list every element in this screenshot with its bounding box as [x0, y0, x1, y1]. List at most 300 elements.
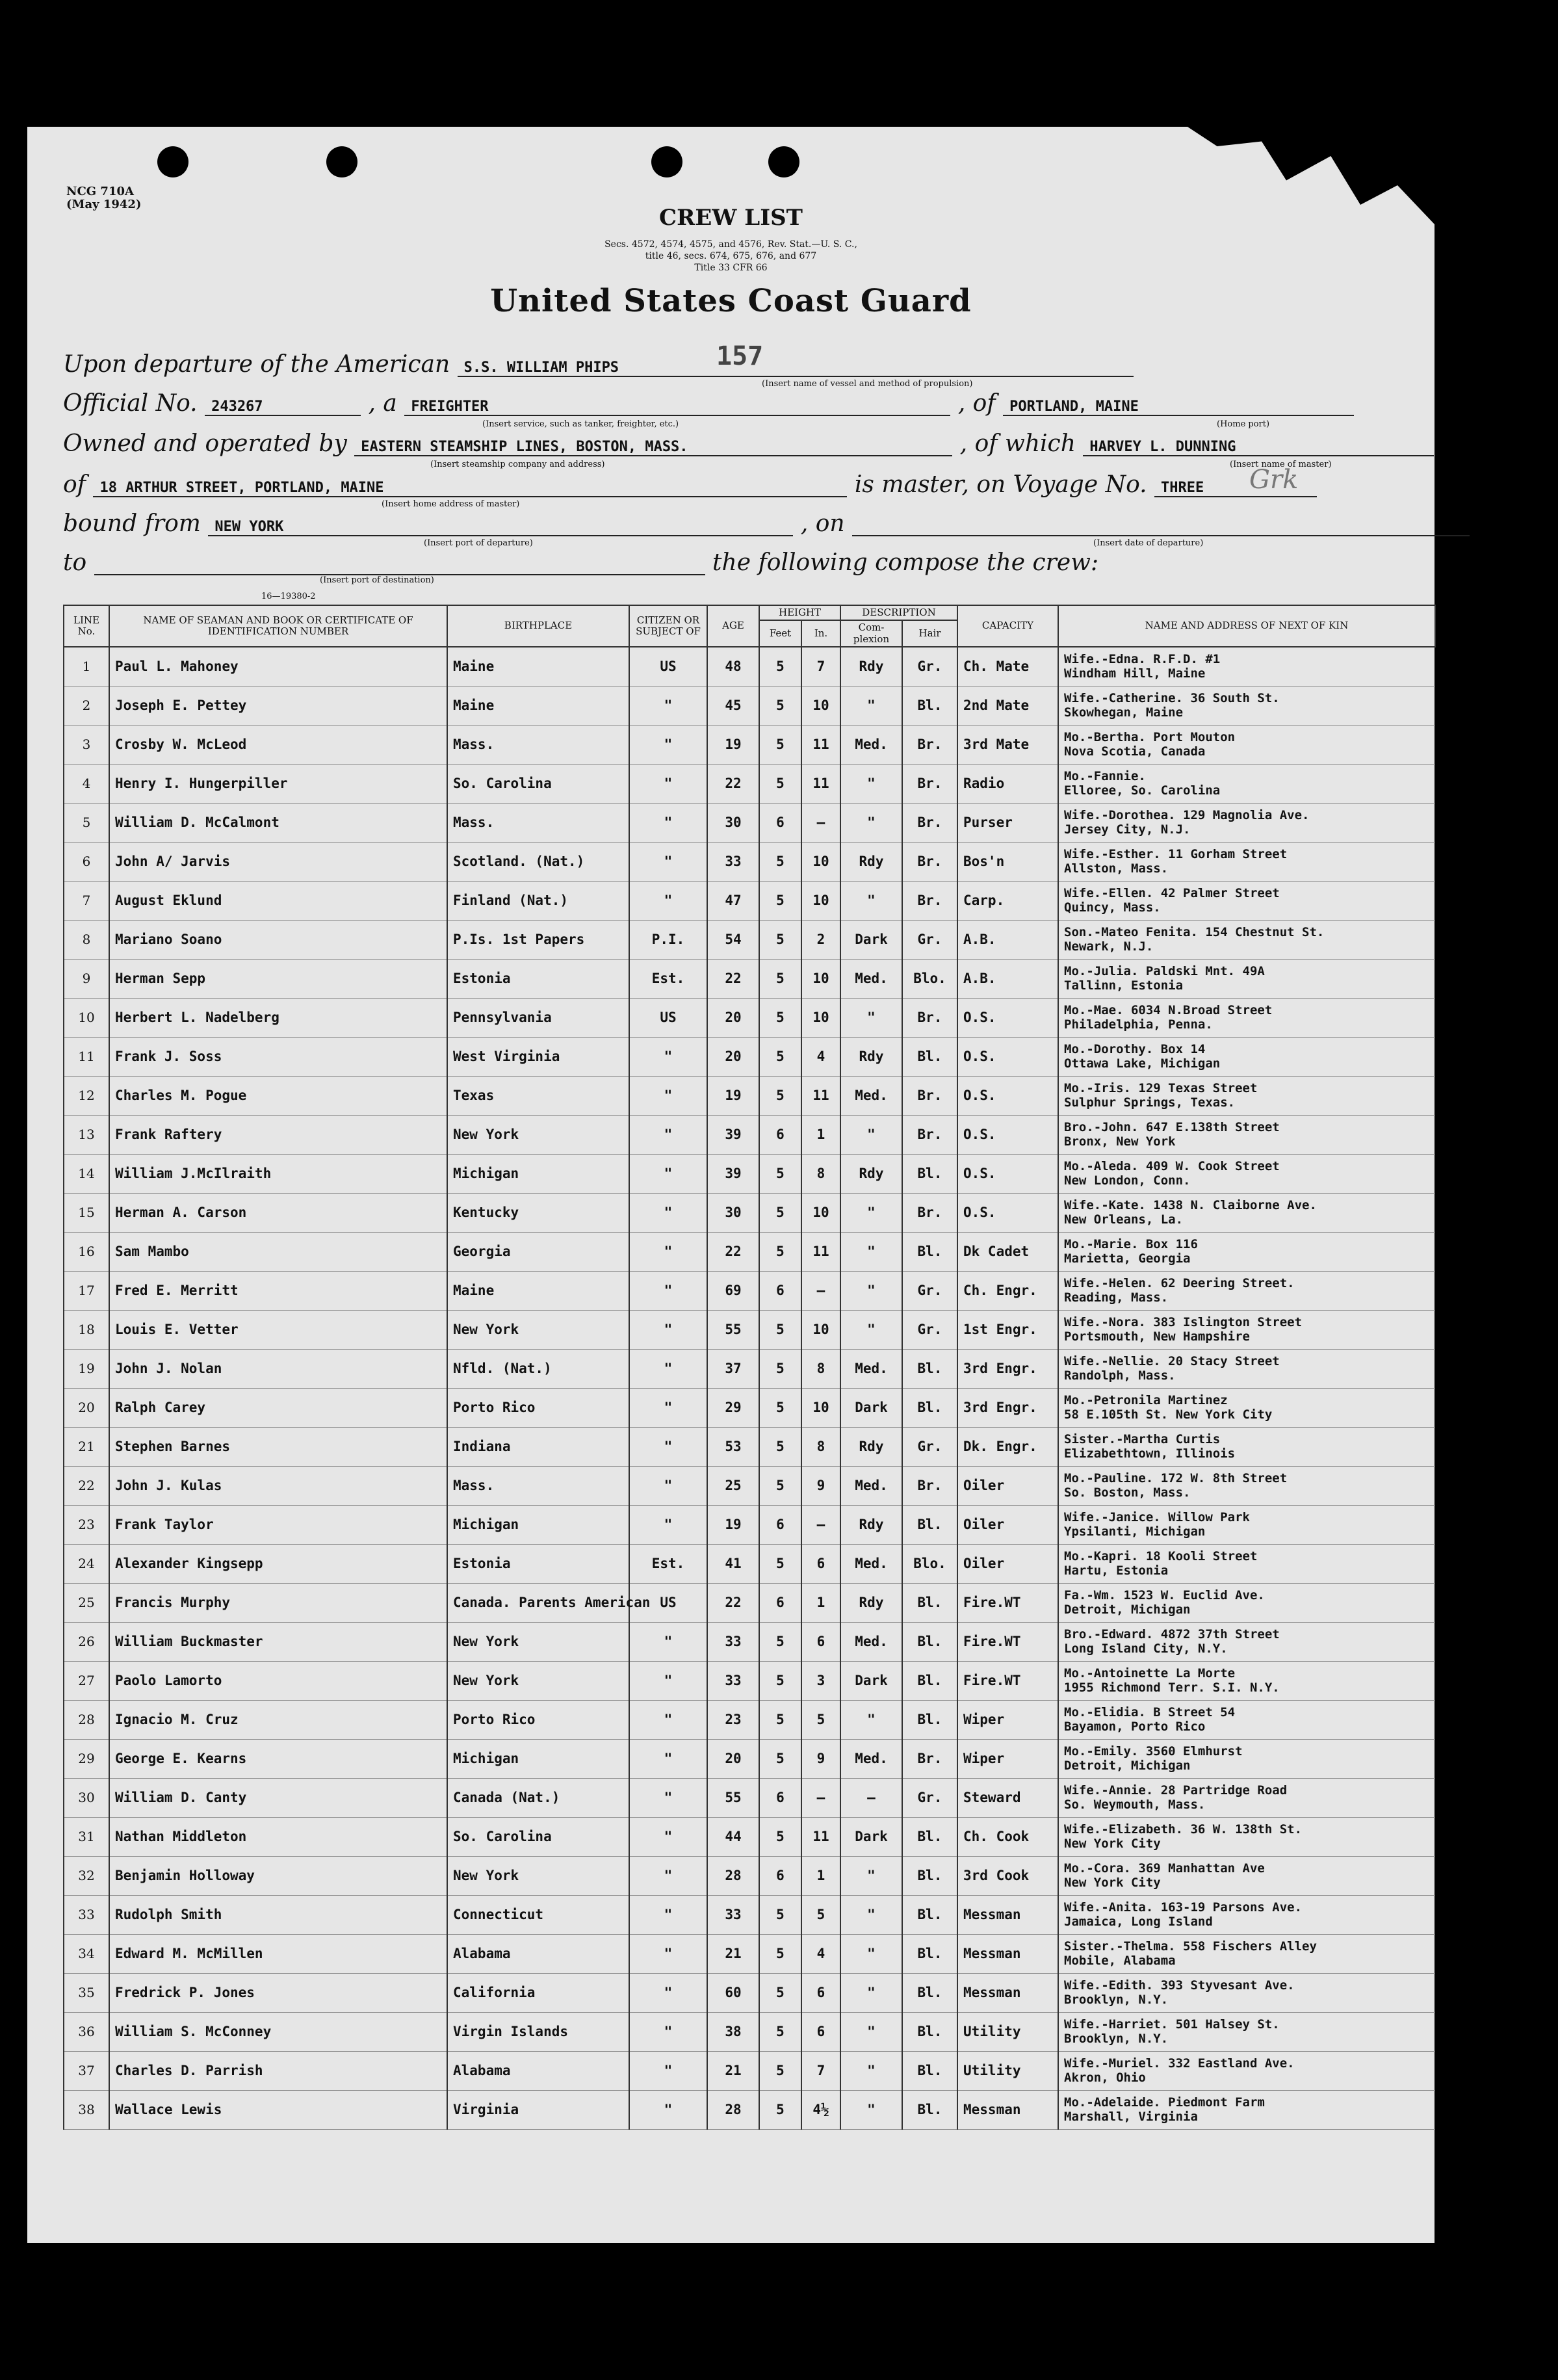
height-feet: 5 [759, 2012, 801, 2051]
citizenship: " [629, 881, 707, 920]
hair: Bl. [902, 1622, 957, 1661]
seaman-name: Crosby W. McLeod [109, 725, 447, 764]
next-of-kin-line: Sister.-Martha Curtis [1064, 1432, 1221, 1447]
height-inches: 8 [801, 1349, 840, 1388]
hair: Bl. [902, 1388, 957, 1427]
table-row [64, 1622, 1435, 1661]
birthplace: Scotland. (Nat.) [447, 842, 629, 881]
stamp-number: 157 [716, 341, 764, 371]
height-inches: 4 [801, 1934, 840, 1973]
table-row [64, 1427, 1435, 1466]
punch-hole [651, 146, 682, 177]
citizenship: " [629, 725, 707, 764]
line-number: 19 [64, 1349, 109, 1388]
official-number-line: Official No. 243267 , a FREIGHTER , of PORTLAND, MAINE [63, 390, 1354, 417]
complexion: Rdy [840, 1505, 902, 1544]
height-inches: 11 [801, 1817, 840, 1856]
seaman-name: William D. Canty [109, 1778, 447, 1817]
next-of-kin [1058, 647, 1435, 687]
height-feet: 6 [759, 803, 801, 842]
age: 29 [707, 1388, 759, 1427]
height-inches: 10 [801, 881, 840, 920]
hair: Gr. [902, 647, 957, 687]
seaman-name: Frank Raftery [109, 1115, 447, 1154]
punch-hole [157, 146, 188, 177]
seaman-name: Mariano Soano [109, 920, 447, 959]
next-of-kin-line: Nova Scotia, Canada [1064, 744, 1206, 759]
birthplace: So. Carolina [447, 1817, 629, 1856]
table-row [64, 1115, 1435, 1154]
table-row [64, 881, 1435, 920]
hair: Br. [902, 1193, 957, 1232]
next-of-kin [1058, 920, 1435, 959]
next-of-kin-line: Wife.-Helen. 62 Deering Street. [1064, 1276, 1295, 1291]
table-row [64, 1388, 1435, 1427]
birthplace: Maine [447, 686, 629, 725]
complexion: Rdy [840, 1583, 902, 1622]
citizenship: US [629, 647, 707, 687]
line-number: 22 [64, 1466, 109, 1505]
line-number: 36 [64, 2012, 109, 2051]
hair: Bl. [902, 2012, 957, 2051]
next-of-kin-line: Elizabethtown, Illinois [1064, 1446, 1236, 1461]
next-of-kin [1058, 1349, 1435, 1388]
next-of-kin [1058, 1817, 1435, 1856]
next-of-kin [1058, 1505, 1435, 1544]
height-inches: 9 [801, 1739, 840, 1778]
col-birthplace: BIRTHPLACE [447, 605, 629, 647]
height-inches: — [801, 803, 840, 842]
height-feet: 5 [759, 998, 801, 1037]
table-row [64, 647, 1435, 687]
age: 21 [707, 1934, 759, 1973]
next-of-kin-line: Brooklyn, N.Y. [1064, 2032, 1169, 2047]
line-number: 37 [64, 2051, 109, 2090]
age: 48 [707, 647, 759, 687]
hair: Br. [902, 1466, 957, 1505]
height-feet: 5 [759, 647, 801, 687]
next-of-kin-line: New London, Conn. [1064, 1173, 1191, 1188]
complexion: " [840, 1934, 902, 1973]
seaman-name: Herman A. Carson [109, 1193, 447, 1232]
col-description: DESCRIPTION [840, 605, 957, 620]
line-number: 33 [64, 1895, 109, 1934]
height-inches: 6 [801, 1622, 840, 1661]
citizenship: " [629, 1076, 707, 1115]
citizenship: " [629, 1778, 707, 1817]
height-inches: 1 [801, 1115, 840, 1154]
next-of-kin-line: Brooklyn, N.Y. [1064, 1993, 1169, 2007]
hair: Bl. [902, 686, 957, 725]
seaman-name: William Buckmaster [109, 1622, 447, 1661]
citizenship: " [629, 1817, 707, 1856]
complexion: Med. [840, 1544, 902, 1583]
capacity: Radio [957, 764, 1058, 803]
seaman-name: William J.McIlraith [109, 1154, 447, 1193]
height-feet: 5 [759, 1466, 801, 1505]
form-number: NCG 710A (May 1942) [66, 185, 142, 211]
seaman-name: Henry I. Hungerpiller [109, 764, 447, 803]
next-of-kin [1058, 725, 1435, 764]
line-number: 11 [64, 1037, 109, 1076]
height-inches: 10 [801, 1388, 840, 1427]
capacity: 3rd Cook [957, 1856, 1058, 1895]
birthplace: Georgia [447, 1232, 629, 1271]
complexion: " [840, 1700, 902, 1739]
birthplace: Mass. [447, 1466, 629, 1505]
height-feet: 5 [759, 920, 801, 959]
birthplace: Mass. [447, 803, 629, 842]
master-address: 18 ARTHUR STREET, PORTLAND, MAINE [93, 480, 847, 497]
birthplace: Virgin Islands [447, 2012, 629, 2051]
next-of-kin-line: Jersey City, N.J. [1064, 822, 1191, 837]
height-feet: 5 [759, 1427, 801, 1466]
table-row [64, 1310, 1435, 1349]
height-feet: 5 [759, 686, 801, 725]
capacity: Purser [957, 803, 1058, 842]
seaman-name: Francis Murphy [109, 1583, 447, 1622]
height-feet: 5 [759, 1700, 801, 1739]
height-feet: 5 [759, 1076, 801, 1115]
citizenship: " [629, 2051, 707, 2090]
line-number: 18 [64, 1310, 109, 1349]
line-number: 3 [64, 725, 109, 764]
citizenship: " [629, 803, 707, 842]
next-of-kin-line: Mo.-Dorothy. Box 14 [1064, 1042, 1206, 1057]
complexion: " [840, 1115, 902, 1154]
capacity: Utility [957, 2012, 1058, 2051]
complexion: " [840, 764, 902, 803]
height-inches: 11 [801, 1076, 840, 1115]
table-row [64, 1505, 1435, 1544]
line-number: 1 [64, 647, 109, 687]
capacity: Messman [957, 2090, 1058, 2129]
height-inches: 6 [801, 2012, 840, 2051]
citizenship: P.I. [629, 920, 707, 959]
hair: Bl. [902, 1583, 957, 1622]
height-inches: 7 [801, 647, 840, 687]
height-feet: 5 [759, 1310, 801, 1349]
citizenship: " [629, 1466, 707, 1505]
table-row [64, 1466, 1435, 1505]
age: 22 [707, 1232, 759, 1271]
capacity: 3rd Mate [957, 725, 1058, 764]
next-of-kin [1058, 1076, 1435, 1115]
hair: Br. [902, 1076, 957, 1115]
line-number: 5 [64, 803, 109, 842]
next-of-kin-line: Mo.-Petronila Martinez [1064, 1393, 1228, 1408]
table-row [64, 1973, 1435, 2012]
next-of-kin-line: Wife.-Edna. R.F.D. #1 [1064, 652, 1221, 667]
next-of-kin-line: Bro.-Edward. 4872 37th Street [1064, 1627, 1280, 1642]
next-of-kin [1058, 1115, 1435, 1154]
next-of-kin-line: Bronx, New York [1064, 1134, 1176, 1149]
next-of-kin-line: Mo.-Julia. Paldski Mnt. 49A [1064, 964, 1265, 979]
complexion: Rdy [840, 842, 902, 881]
next-of-kin-line: Newark, N.J. [1064, 939, 1154, 954]
birthplace: New York [447, 1661, 629, 1700]
next-of-kin-line: Bayamon, Porto Rico [1064, 1720, 1206, 1734]
line-number: 30 [64, 1778, 109, 1817]
next-of-kin-line: Wife.-Anita. 163-19 Parsons Ave. [1064, 1900, 1303, 1915]
hair: Bl. [902, 1700, 957, 1739]
capacity: Ch. Cook [957, 1817, 1058, 1856]
next-of-kin [1058, 1700, 1435, 1739]
line-number: 24 [64, 1544, 109, 1583]
age: 37 [707, 1349, 759, 1388]
next-of-kin [1058, 764, 1435, 803]
port-of-departure: NEW YORK [208, 519, 793, 536]
birthplace: New York [447, 1856, 629, 1895]
capacity: Fire.WT [957, 1583, 1058, 1622]
complexion: " [840, 998, 902, 1037]
height-feet: 5 [759, 1973, 801, 2012]
age: 19 [707, 1505, 759, 1544]
height-inches: 9 [801, 1466, 840, 1505]
height-inches: 10 [801, 998, 840, 1037]
line-number: 15 [64, 1193, 109, 1232]
age: 41 [707, 1544, 759, 1583]
seaman-name: Herbert L. Nadelberg [109, 998, 447, 1037]
punch-hole [768, 146, 799, 177]
citizenship: " [629, 1232, 707, 1271]
next-of-kin-line: Elloree, So. Carolina [1064, 783, 1221, 798]
citizenship: " [629, 1427, 707, 1466]
age: 33 [707, 1622, 759, 1661]
master-name: HARVEY L. DUNNING [1083, 439, 1434, 456]
height-inches: 7 [801, 2051, 840, 2090]
line-number: 28 [64, 1700, 109, 1739]
height-feet: 5 [759, 1934, 801, 1973]
citizenship: " [629, 1388, 707, 1427]
birthplace: Canada. Parents American [447, 1583, 629, 1622]
next-of-kin-line: Detroit, Michigan [1064, 1602, 1191, 1617]
capacity: O.S. [957, 1115, 1058, 1154]
capacity: Messman [957, 1973, 1058, 2012]
citizenship: " [629, 1661, 707, 1700]
age: 22 [707, 1583, 759, 1622]
seaman-name: Charles D. Parrish [109, 2051, 447, 2090]
height-feet: 5 [759, 1544, 801, 1583]
height-inches: 10 [801, 959, 840, 998]
birthplace: Porto Rico [447, 1388, 629, 1427]
capacity: O.S. [957, 1154, 1058, 1193]
next-of-kin [1058, 1466, 1435, 1505]
next-of-kin [1058, 1622, 1435, 1661]
height-feet: 5 [759, 959, 801, 998]
hair: Bl. [902, 1505, 957, 1544]
statute-references: Secs. 4572, 4574, 4575, and 4576, Rev. Stat.—U. S. C., title 46, secs. 674, 675, 676, and 677 Title 33 CFR 66 [604, 239, 857, 274]
age: 33 [707, 842, 759, 881]
age: 22 [707, 959, 759, 998]
age: 53 [707, 1427, 759, 1466]
capacity: Utility [957, 2051, 1058, 2090]
next-of-kin-line: Son.-Mateo Fenita. 154 Chestnut St. [1064, 925, 1325, 940]
seaman-name: Stephen Barnes [109, 1427, 447, 1466]
age: 20 [707, 1739, 759, 1778]
next-of-kin-line: So. Weymouth, Mass. [1064, 1798, 1206, 1812]
birthplace: Porto Rico [447, 1700, 629, 1739]
citizenship: " [629, 1622, 707, 1661]
hair: Br. [902, 803, 957, 842]
hair: Bl. [902, 1154, 957, 1193]
hair: Bl. [902, 1349, 957, 1388]
complexion: Med. [840, 959, 902, 998]
table-row [64, 842, 1435, 881]
age: 20 [707, 1037, 759, 1076]
line-number: 26 [64, 1622, 109, 1661]
capacity: O.S. [957, 1037, 1058, 1076]
next-of-kin-line: Marshall, Virginia [1064, 2110, 1198, 2125]
age: 55 [707, 1310, 759, 1349]
line-number: 29 [64, 1739, 109, 1778]
line-number: 16 [64, 1232, 109, 1271]
table-row [64, 2051, 1435, 2090]
next-of-kin [1058, 1154, 1435, 1193]
departure-line: Upon departure of the American S.S. WILLIAM PHIPS [63, 351, 1134, 378]
line-number: 21 [64, 1427, 109, 1466]
height-inches: — [801, 1505, 840, 1544]
height-inches: 10 [801, 1310, 840, 1349]
table-row [64, 2090, 1435, 2129]
age: 60 [707, 1973, 759, 2012]
capacity: A.B. [957, 959, 1058, 998]
capacity: Dk Cadet [957, 1232, 1058, 1271]
next-of-kin-line: Wife.-Esther. 11 Gorham Street [1064, 847, 1288, 862]
citizenship: US [629, 998, 707, 1037]
next-of-kin-line: Akron, Ohio [1064, 2071, 1146, 2086]
line-number: 17 [64, 1271, 109, 1310]
capacity: Ch. Mate [957, 647, 1058, 687]
hair: Bl. [902, 1232, 957, 1271]
height-feet: 6 [759, 1271, 801, 1310]
complexion: " [840, 1973, 902, 2012]
next-of-kin-line: Mo.-Adelaide. Piedmont Farm [1064, 2095, 1265, 2110]
height-feet: 6 [759, 1115, 801, 1154]
capacity: Oiler [957, 1544, 1058, 1583]
seaman-name: Fred E. Merritt [109, 1271, 447, 1310]
table-row [64, 1661, 1435, 1700]
line-number: 25 [64, 1583, 109, 1622]
hair: Bl. [902, 1817, 957, 1856]
capacity: Bos'n [957, 842, 1058, 881]
height-feet: 5 [759, 842, 801, 881]
next-of-kin [1058, 803, 1435, 842]
table-row [64, 803, 1435, 842]
capacity: Carp. [957, 881, 1058, 920]
height-feet: 6 [759, 1778, 801, 1817]
next-of-kin [1058, 686, 1435, 725]
form-title: CREW LIST [659, 205, 803, 231]
next-of-kin-line: Mo.-Mae. 6034 N.Broad Street [1064, 1003, 1273, 1018]
table-row [64, 2012, 1435, 2051]
next-of-kin-line: Marietta, Georgia [1064, 1251, 1191, 1266]
bound-from-line: bound from NEW YORK , on [63, 510, 1470, 537]
height-inches: 3 [801, 1661, 840, 1700]
birthplace: Alabama [447, 1934, 629, 1973]
age: 38 [707, 2012, 759, 2051]
next-of-kin [1058, 881, 1435, 920]
next-of-kin-line: Mo.-Cora. 369 Manhattan Ave [1064, 1861, 1265, 1876]
height-feet: 5 [759, 1193, 801, 1232]
birthplace: Michigan [447, 1739, 629, 1778]
complexion: Rdy [840, 1154, 902, 1193]
col-complexion: Com- plexion [840, 620, 902, 647]
complexion: Dark [840, 1661, 902, 1700]
height-inches: 8 [801, 1427, 840, 1466]
hair: Bl. [902, 1856, 957, 1895]
seaman-name: William D. McCalmont [109, 803, 447, 842]
next-of-kin [1058, 1895, 1435, 1934]
hair: Gr. [902, 1427, 957, 1466]
height-inches: 5 [801, 1895, 840, 1934]
next-of-kin-line: Portsmouth, New Hampshire [1064, 1329, 1250, 1344]
complexion: — [840, 1778, 902, 1817]
complexion: " [840, 881, 902, 920]
next-of-kin-line: New York City [1064, 1837, 1161, 1851]
hair: Bl. [902, 1895, 957, 1934]
age: 30 [707, 803, 759, 842]
complexion: " [840, 2051, 902, 2090]
next-of-kin-line: Wife.-Harriet. 501 Halsey St. [1064, 2017, 1280, 2032]
col-line: LINE No. [64, 605, 109, 647]
destination-line: to the following compose the crew: [63, 549, 1099, 576]
next-of-kin-line: Fa.-Wm. 1523 W. Euclid Ave. [1064, 1588, 1265, 1603]
hair: Bl. [902, 2090, 957, 2129]
age: 39 [707, 1115, 759, 1154]
table-row [64, 764, 1435, 803]
height-feet: 5 [759, 1817, 801, 1856]
age: 45 [707, 686, 759, 725]
citizenship: " [629, 1934, 707, 1973]
complexion: Med. [840, 1739, 902, 1778]
capacity: Fire.WT [957, 1661, 1058, 1700]
next-of-kin-line: Wife.-Muriel. 332 Eastland Ave. [1064, 2056, 1295, 2071]
next-of-kin-line: Mo.-Aleda. 409 W. Cook Street [1064, 1159, 1280, 1174]
seaman-name: Paolo Lamorto [109, 1661, 447, 1700]
hair: Bl. [902, 1934, 957, 1973]
table-row [64, 1544, 1435, 1583]
seaman-name: Herman Sepp [109, 959, 447, 998]
table-row [64, 686, 1435, 725]
height-feet: 5 [759, 764, 801, 803]
citizenship: Est. [629, 959, 707, 998]
citizenship: " [629, 1739, 707, 1778]
hair: Br. [902, 842, 957, 881]
hair: Gr. [902, 1778, 957, 1817]
seaman-name: Benjamin Holloway [109, 1856, 447, 1895]
age: 25 [707, 1466, 759, 1505]
table-row [64, 1271, 1435, 1310]
seaman-name: August Eklund [109, 881, 447, 920]
birthplace: Alabama [447, 2051, 629, 2090]
birthplace: So. Carolina [447, 764, 629, 803]
line-number: 34 [64, 1934, 109, 1973]
age: 30 [707, 1193, 759, 1232]
complexion: " [840, 1856, 902, 1895]
col-kin: NAME AND ADDRESS OF NEXT OF KIN [1058, 605, 1435, 647]
home-port: PORTLAND, MAINE [1003, 399, 1354, 416]
complexion: " [840, 686, 902, 725]
citizenship: " [629, 686, 707, 725]
next-of-kin [1058, 1193, 1435, 1232]
next-of-kin-line: Wife.-Janice. Willow Park [1064, 1510, 1250, 1525]
birthplace: New York [447, 1115, 629, 1154]
punch-hole [326, 146, 357, 177]
seaman-name: Wallace Lewis [109, 2090, 447, 2129]
age: 55 [707, 1778, 759, 1817]
capacity: Steward [957, 1778, 1058, 1817]
